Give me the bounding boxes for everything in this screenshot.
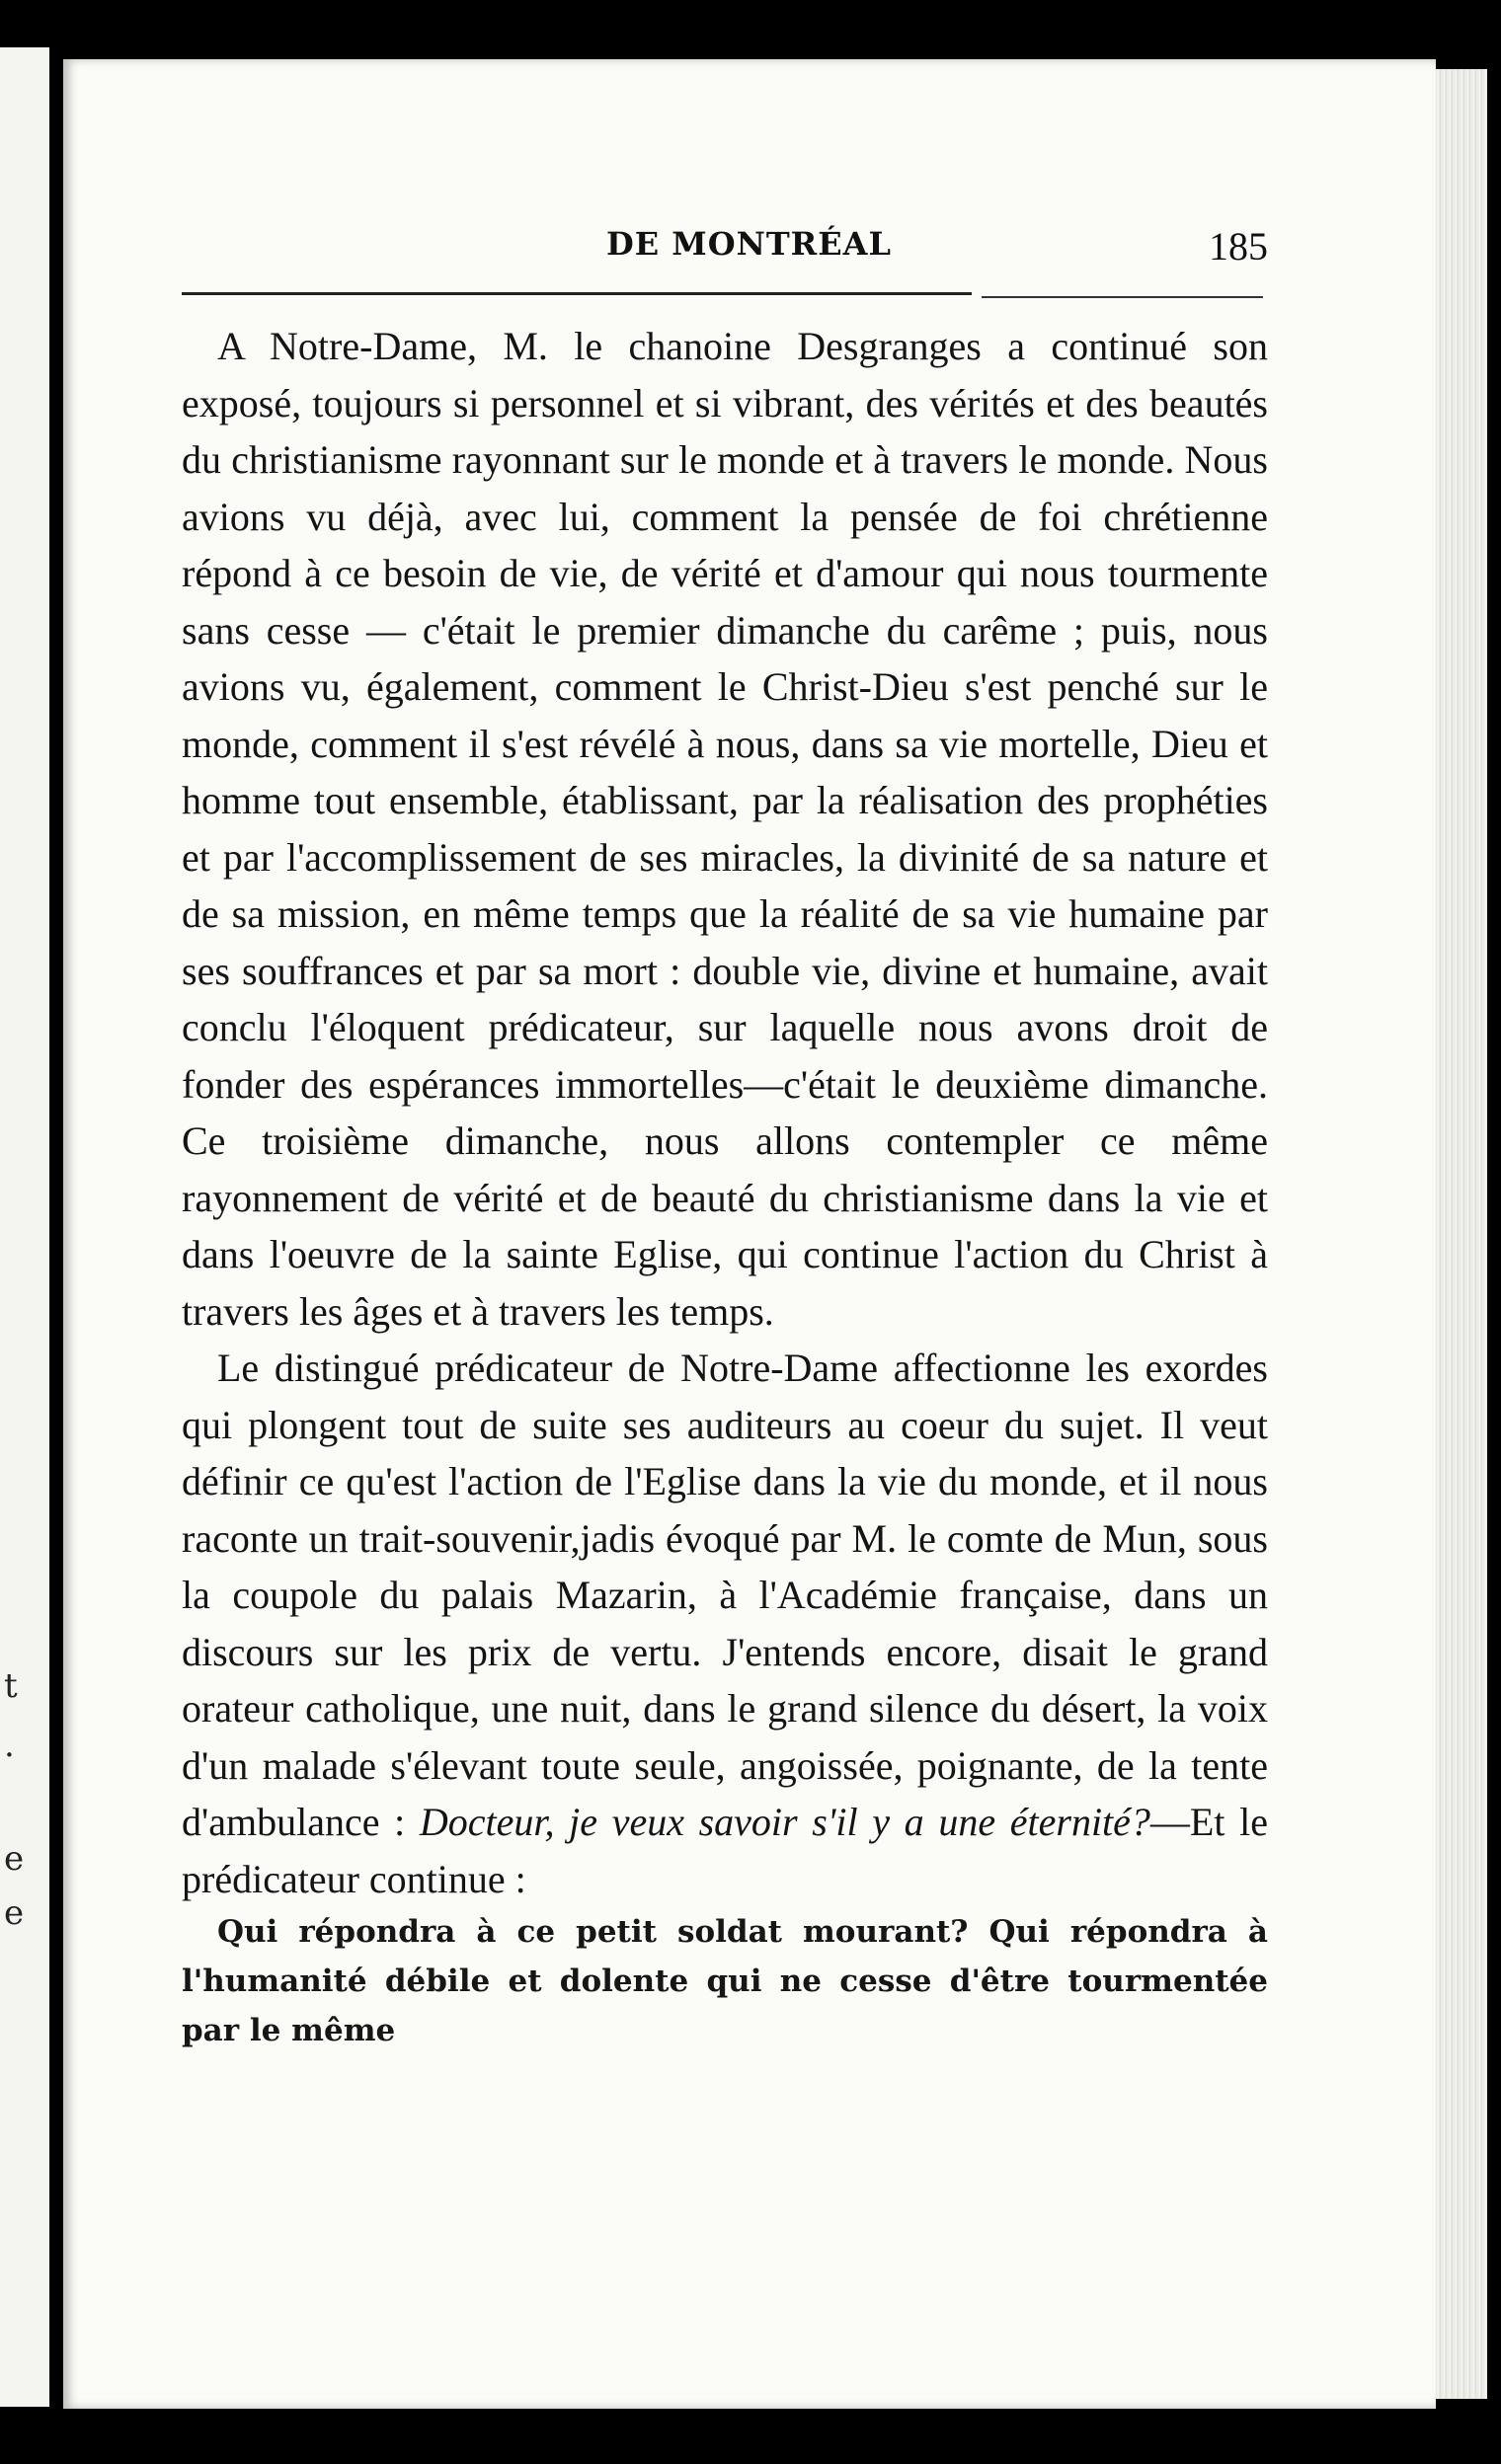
margin-fragment: t [4, 1666, 18, 1706]
italic-quotation: Docteur, je veux savoir s'il y a une éternité? [419, 1800, 1150, 1844]
running-title: DE MONTRÉAL [606, 225, 892, 263]
margin-fragment: . [4, 1726, 15, 1765]
paragraph-text: Le distingué prédicateur de Notre-Dame affectionne les exordes qui plongent tout de suite ses auditeurs au coeur du sujet. Il veut définir ce qu'est l'action de l'Eglise dans la vie du monde, et il nous raconte un trait-souvenir,jadis évoqué par M. le comte de Mun, sous la coupole du palais Mazarin, à l'Académie française, dans un discours sur les prix de vertu. J'entends encore, disait le grand orateur catholique, une nuit, dans le grand silence du désert, la voix d'un malade s'élevant toute seule, angoissée, poignante, de la tente d'ambulance : [182, 1346, 1268, 1844]
facing-page-edge [0, 47, 49, 2407]
page-header [182, 215, 1268, 284]
paragraph [182, 1340, 1268, 1907]
page-body [182, 318, 1268, 2055]
book-page [63, 59, 1436, 2409]
block-quotation: Qui répondra à ce petit soldat mourant? Qui répondra à l'humanité débile et dolente qui ne cesse d'être tourmentée par le même [182, 1914, 1268, 2048]
margin-fragment: e [4, 1839, 25, 1879]
paragraph-text: —Et le prédicateur continue : [182, 1800, 1268, 1901]
header-rule-short [982, 296, 1263, 298]
page-stack-edge [1436, 69, 1487, 2399]
paragraph-text: A Notre-Dame, M. le chanoine Desgranges a continué son exposé, toujours si personnel et si vibrant, des vérités et des beautés du christianisme rayonnant sur le monde et à travers le monde. Nous avions vu déjà, avec lui, comment la pensée de foi chrétienne répond à ce besoin de vie, de vérité et d'amour qui nous tourmente sans cesse — c'était le premier dimanche du carême ; puis, nous avions vu, également, comment le Christ-Dieu s'est penché sur le monde, comment il s'est révélé à nous, dans sa vie mortelle, Dieu et homme tout ensemble, établissant, par la réalisation des prophéties et par l'accomplissement de ses miracles, la divinité de sa nature et de sa mission, en même temps que la réalité de sa vie humaine par ses souffrances et par sa mort : double vie, divine et humaine, avait conclu l'éloquent prédicateur, sur laquelle nous avons droit de fonder des espérances immortelles—c'était le deuxième dimanche. Ce troisième dimanche, nous allons contempler ce même rayonnement de vérité et de beauté du christianisme dans la vie et dans l'oeuvre de la sainte Eglise, qui continue l'action du Christ à travers les âges et à travers les temps. [182, 324, 1268, 1334]
margin-fragment: e [4, 1893, 25, 1933]
page-number: 185 [1209, 224, 1268, 269]
header-rule [182, 292, 972, 295]
paragraph [182, 318, 1268, 1340]
